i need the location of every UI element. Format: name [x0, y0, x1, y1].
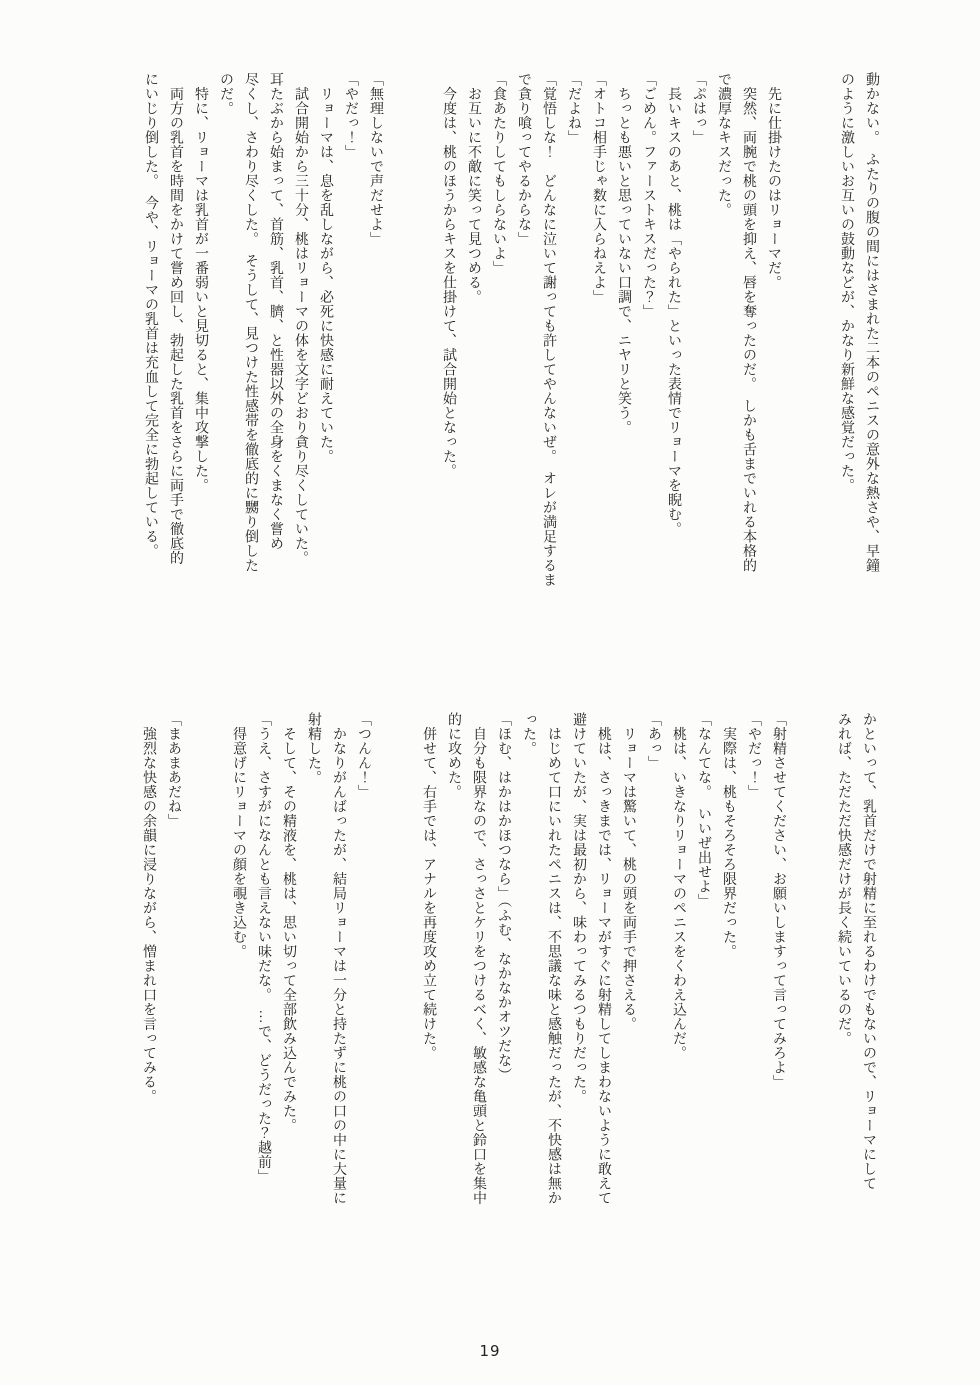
- column-gap: [376, 712, 416, 1242]
- text-line: 「無理しないで声だせよ」: [368, 72, 383, 246]
- text-line: 「あっ」: [646, 712, 661, 770]
- text-block-top: [138, 72, 884, 602]
- text-block-bottom: [136, 712, 881, 1242]
- text-line: った。: [521, 712, 536, 756]
- text-line: 動かない。 ふたりの腹の間にはさまれた二本のペニスの意外な熱さや、早鐘: [864, 72, 879, 573]
- text-line: のように激しいお互いの鼓動などが、かなり新鮮な感覚だった。: [839, 72, 854, 493]
- text-line: で濃厚なキスだった。: [716, 72, 731, 217]
- text-line: 得意げにリョーマの顔を覗き込む。: [231, 712, 246, 959]
- text-line: はじめて口にいれたペニスは、不思議な味と感触だったが、不快感は無か: [546, 712, 561, 1205]
- text-line: のだ。: [218, 72, 233, 116]
- text-line: 試合開始から三十分、桃はリョーマの体を文字どおり貪り尽くしていた。: [293, 72, 308, 565]
- text-line: 実際は、桃もそろそろ限界だった。: [721, 712, 736, 959]
- text-line: 先に仕掛けたのはリョーマだ。: [766, 72, 781, 290]
- text-line: にいじり倒した。 今や、リョーマの乳首は充血して完全に勃起している。: [143, 72, 158, 558]
- column-gap: [186, 712, 226, 1242]
- text-line: 両方の乳首を時間をかけて嘗め回し、勃起した乳首をさらに両手で徹底的: [168, 72, 183, 565]
- text-line: みれば、ただただ快感だけが長く続いているのだ。: [836, 712, 851, 1046]
- text-line: 避けていたが、実は最初から、味わってみるつもりだった。: [571, 712, 586, 1104]
- text-line: 「やだっ！」: [343, 72, 358, 159]
- text-line: かといって、乳首だけで射精に至れるわけでもないので、リョーマにして: [861, 712, 876, 1191]
- text-line: 突然、両腕で桃の頭を抑え、唇を奪ったのだ。 しかも舌までいれる本格的: [741, 72, 756, 573]
- column-gap: [791, 712, 831, 1242]
- text-line: 併せて、右手では、アナルを再度攻め立て続けた。: [421, 712, 436, 1060]
- text-line: 強烈な快感の余韻に浸りながら、憎まれ口を言ってみる。: [141, 712, 156, 1104]
- text-line: 耳たぶから始まって、首筋、乳首、臍、と性器以外の全身をくまなく嘗め: [268, 72, 283, 551]
- text-line: お互いに不敵に笑って見つめる。: [466, 72, 481, 304]
- text-line: 「だよね」: [566, 72, 581, 145]
- text-line: 「まあまあだね」: [166, 712, 181, 828]
- text-line: リョーマは驚いて、桃の頭を両手で押さえる。: [621, 712, 636, 1031]
- text-line: 長いキスのあと、桃は「やられた」といった表情でリョーマを睨む。: [666, 72, 681, 536]
- text-line: 「食あたりしてもしらないよ」: [491, 72, 506, 275]
- text-line: 桃は、さっきまでは、リョーマがすぐに射精してしまわないように敢えて: [596, 712, 611, 1205]
- text-line: 「やだっ！」: [746, 712, 761, 799]
- page-number: 19: [479, 1342, 501, 1360]
- text-line: 特に、リョーマは乳首が一番弱いと見切ると、集中攻撃した。: [193, 72, 208, 493]
- column-gap: [388, 72, 436, 602]
- text-line: 今度は、桃のほうからキスを仕掛けて、試合開始となった。: [441, 72, 456, 478]
- text-line: 「つんん！」: [356, 712, 371, 799]
- text-line: 尽くし、さわり尽くした。 そうして、見つけた性感帯を徹底的に嬲り倒した: [243, 72, 258, 573]
- text-line: 的に攻めた。: [446, 712, 461, 799]
- text-line: 桃は、いきなりリョーマのペニスをくわえ込んだ。: [671, 712, 686, 1060]
- text-line: ちっとも悪いと思っていない口調で、ニヤリと笑う。: [616, 72, 631, 435]
- text-line: 「オトコ相手じゃ数に入らねえよ」: [591, 72, 606, 304]
- text-line: 「ごめん。ファーストキスだった？」: [641, 72, 656, 319]
- text-line: 「射精させてください、お願いしますって言ってみろよ」: [771, 712, 786, 1089]
- text-line: 「うえ、さすがになんとも言えない味だな。 …で、どうだった？越前」: [256, 712, 271, 1184]
- text-line: 「覚悟しな！ どんなに泣いて謝っても許してやんないぜ。 オレが満足するま: [541, 72, 556, 587]
- column-gap: [786, 72, 834, 602]
- text-line: 「ぷはっ」: [691, 72, 706, 145]
- text-line: 「ほむ、はかはかほつなら」（ふむ、なかなかオツだな）: [496, 712, 511, 1082]
- text-line: リョーマは、息を乱しながら、必死に快感に耐えていた。: [318, 72, 333, 464]
- text-line: で貪り喰ってやるからな」: [516, 72, 531, 246]
- text-line: 射精した。: [306, 712, 321, 785]
- text-line: かなりがんばったが、結局リョーマは一分と持たずに桃の口の中に大量に: [331, 712, 346, 1205]
- text-line: そして、その精液を、桃は、思い切って全部飲み込んでみた。: [281, 712, 296, 1133]
- text-line: 自分も限界なので、さっさとケリをつけるべく、敏感な亀頭と鈴口を集中: [471, 712, 486, 1205]
- text-line: 「なんてな。 いいぜ出せよ」: [696, 712, 711, 908]
